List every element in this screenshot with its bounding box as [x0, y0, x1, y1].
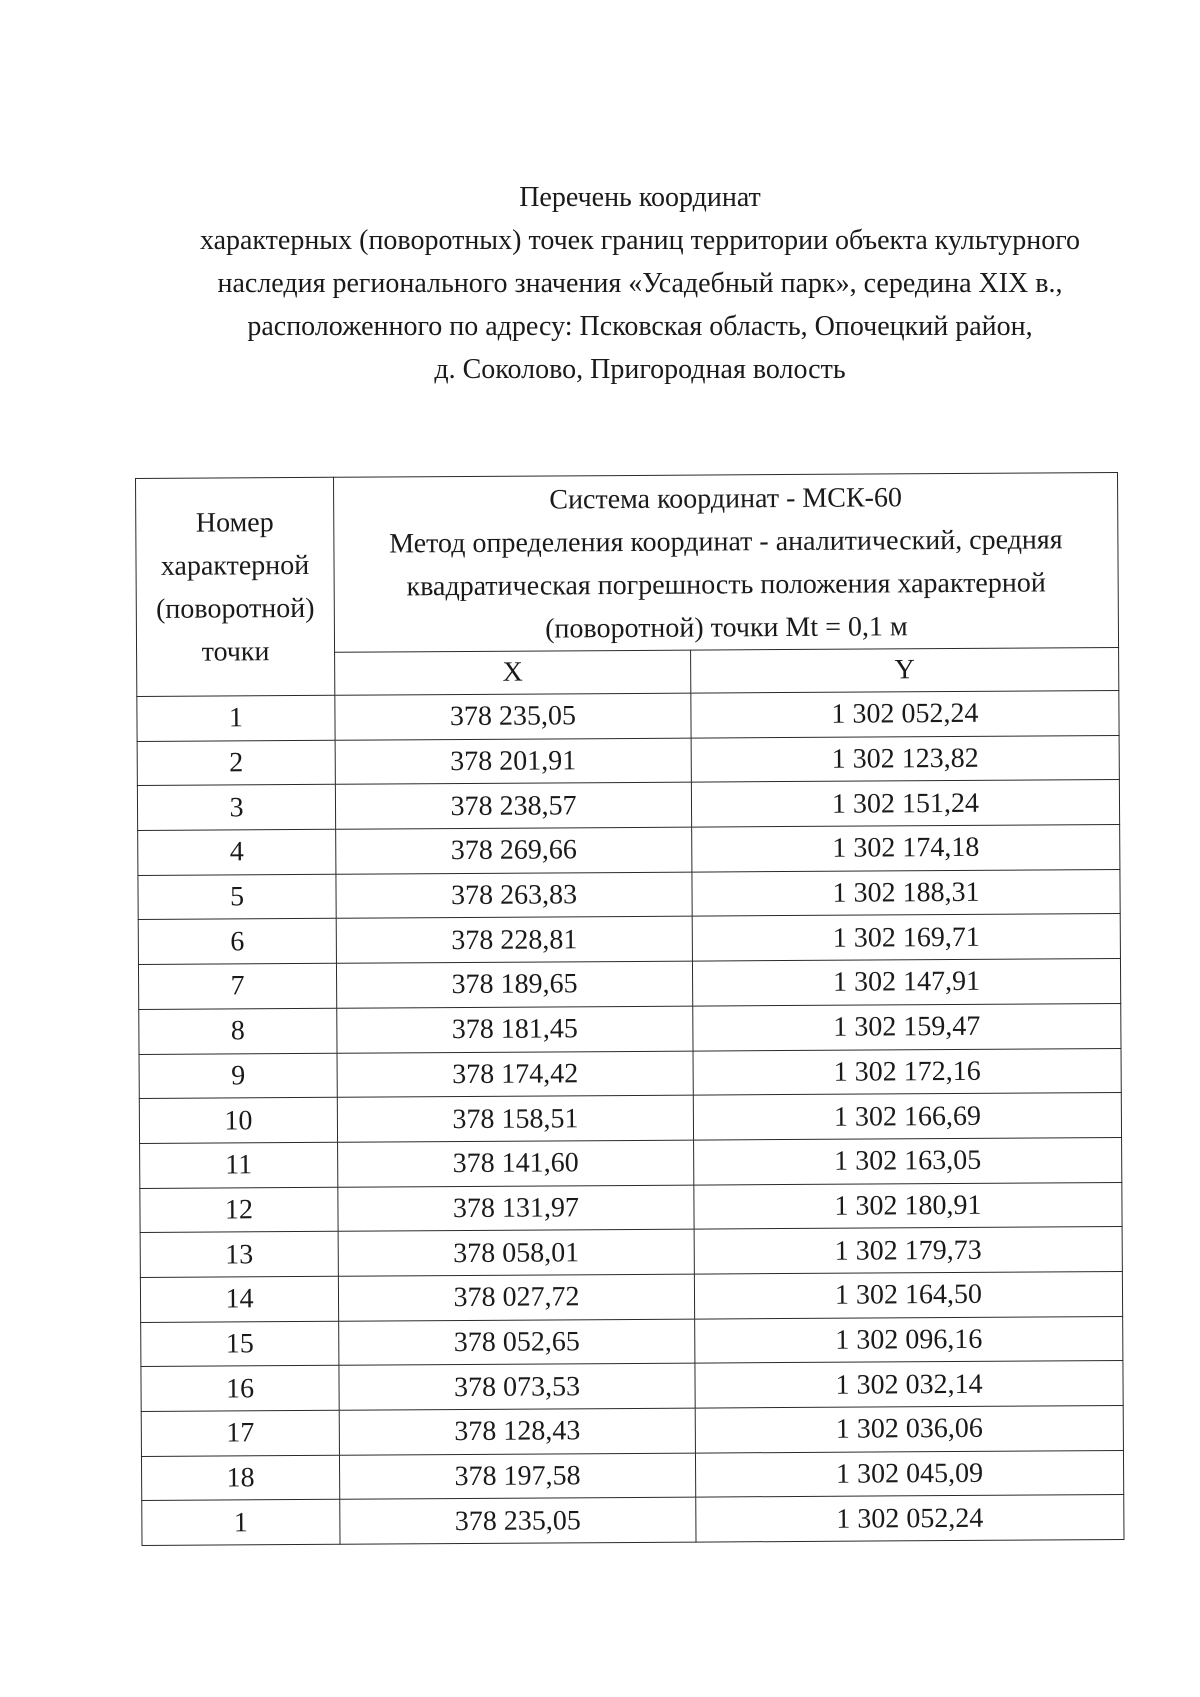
point-number-cell: 5	[138, 874, 336, 920]
x-coordinate-cell: 378 027,72	[338, 1274, 694, 1321]
coordinate-system-header	[333, 472, 1118, 652]
point-number-cell: 12	[140, 1187, 338, 1233]
title-line: расположенного по адресу: Псковская область, Опочецкий район,	[247, 311, 1033, 342]
x-coordinate-cell: 378 263,83	[336, 872, 692, 919]
header-line: Номер	[195, 506, 274, 539]
x-coordinate-cell: 378 174,42	[337, 1051, 693, 1098]
y-coordinate-cell: 1 302 036,06	[695, 1405, 1123, 1452]
header-line: Метод определения координат - аналитический, средняя	[389, 524, 1063, 560]
y-coordinate-cell: 1 302 096,16	[695, 1316, 1123, 1363]
coordinates-table	[135, 472, 1125, 1546]
table-row	[137, 735, 1119, 786]
point-number-cell: 15	[141, 1321, 339, 1367]
y-coordinate-cell: 1 302 169,71	[692, 914, 1120, 961]
point-number-cell: 1	[142, 1500, 340, 1546]
y-coordinate-cell: 1 302 166,69	[693, 1093, 1121, 1140]
y-coordinate-cell: 1 302 180,91	[694, 1182, 1122, 1229]
table-row	[142, 1495, 1124, 1546]
y-column-header: Y	[691, 647, 1119, 693]
y-coordinate-cell: 1 302 052,24	[691, 690, 1119, 737]
point-number-cell: 6	[138, 919, 336, 965]
table-row	[139, 1093, 1121, 1144]
title-line: наследия регионального значения «Усадебный парк», середина XIX в.,	[217, 268, 1063, 299]
x-coordinate-cell: 378 235,05	[340, 1497, 696, 1544]
x-coordinate-cell: 378 269,66	[336, 827, 692, 874]
x-coordinate-cell: 378 058,01	[338, 1229, 694, 1276]
header-line: (поворотной)	[155, 592, 315, 625]
table-row	[139, 1048, 1121, 1099]
table-body	[137, 690, 1124, 1545]
y-coordinate-cell: 1 302 163,05	[694, 1137, 1122, 1184]
point-number-cell: 18	[141, 1455, 339, 1501]
table-row	[138, 869, 1120, 920]
y-coordinate-cell: 1 302 172,16	[693, 1048, 1121, 1095]
header-line: квадратическая погрешность положения характерной	[406, 567, 1046, 603]
table-row	[138, 914, 1120, 965]
table-row	[138, 959, 1120, 1010]
document-title	[150, 176, 1130, 391]
table-row	[137, 690, 1119, 741]
table-row	[140, 1182, 1122, 1233]
x-coordinate-cell: 378 073,53	[339, 1363, 695, 1410]
point-number-cell: 10	[139, 1097, 337, 1143]
header-line: точки	[201, 635, 270, 668]
point-number-cell: 1	[137, 695, 335, 741]
x-coordinate-cell: 378 201,91	[335, 738, 691, 785]
x-coordinate-cell: 378 158,51	[337, 1095, 693, 1142]
table-row	[140, 1271, 1122, 1322]
x-coordinate-cell: 378 128,43	[339, 1408, 695, 1455]
y-coordinate-cell: 1 302 147,91	[692, 959, 1120, 1006]
point-number-cell: 9	[139, 1053, 337, 1099]
table-row	[141, 1405, 1123, 1456]
y-coordinate-cell: 1 302 179,73	[694, 1227, 1122, 1274]
x-coordinate-cell: 378 189,65	[336, 961, 692, 1008]
table-row	[141, 1450, 1123, 1501]
x-coordinate-cell: 378 141,60	[338, 1140, 694, 1187]
table-row	[137, 780, 1119, 831]
x-column-header: X	[335, 650, 691, 695]
point-number-cell: 8	[139, 1008, 337, 1054]
point-number-cell: 4	[138, 829, 336, 875]
x-coordinate-cell: 378 197,58	[339, 1453, 695, 1500]
y-coordinate-cell: 1 302 032,14	[695, 1361, 1123, 1408]
header-line: (поворотной) точки Mt = 0,1 м	[545, 611, 908, 645]
point-number-cell: 16	[141, 1366, 339, 1412]
y-coordinate-cell: 1 302 052,24	[696, 1495, 1124, 1542]
table-row	[138, 825, 1120, 876]
table-row	[139, 1003, 1121, 1054]
header-line: Система координат - МСК-60	[549, 482, 903, 516]
x-coordinate-cell: 378 228,81	[336, 917, 692, 964]
table-row	[140, 1227, 1122, 1278]
title-line: Перечень координат	[519, 182, 761, 213]
y-coordinate-cell: 1 302 164,50	[694, 1271, 1122, 1318]
table-row	[141, 1361, 1123, 1412]
point-number-cell: 7	[138, 963, 336, 1009]
x-coordinate-cell: 378 052,65	[339, 1319, 695, 1366]
y-coordinate-cell: 1 302 045,09	[695, 1450, 1123, 1497]
title-line: характерных (поворотных) точек границ территории объекта культурного	[199, 225, 1081, 256]
point-number-header	[136, 477, 335, 696]
title-line: д. Соколово, Пригородная волость	[434, 354, 846, 385]
x-coordinate-cell: 378 131,97	[338, 1185, 694, 1232]
y-coordinate-cell: 1 302 174,18	[692, 825, 1120, 872]
y-coordinate-cell: 1 302 188,31	[692, 869, 1120, 916]
y-coordinate-cell: 1 302 151,24	[691, 780, 1119, 827]
point-number-cell: 14	[140, 1276, 338, 1322]
point-number-cell: 17	[141, 1410, 339, 1456]
y-coordinate-cell: 1 302 159,47	[693, 1003, 1121, 1050]
point-number-cell: 2	[137, 740, 335, 786]
x-coordinate-cell: 378 235,05	[335, 693, 691, 740]
point-number-cell: 3	[137, 785, 335, 831]
point-number-cell: 13	[140, 1232, 338, 1278]
table-row	[140, 1137, 1122, 1188]
y-coordinate-cell: 1 302 123,82	[691, 735, 1119, 782]
x-coordinate-cell: 378 238,57	[335, 782, 691, 829]
point-number-cell: 11	[140, 1142, 338, 1188]
x-coordinate-cell: 378 181,45	[337, 1006, 693, 1053]
table-row	[141, 1316, 1123, 1367]
header-line: характерной	[160, 549, 310, 582]
